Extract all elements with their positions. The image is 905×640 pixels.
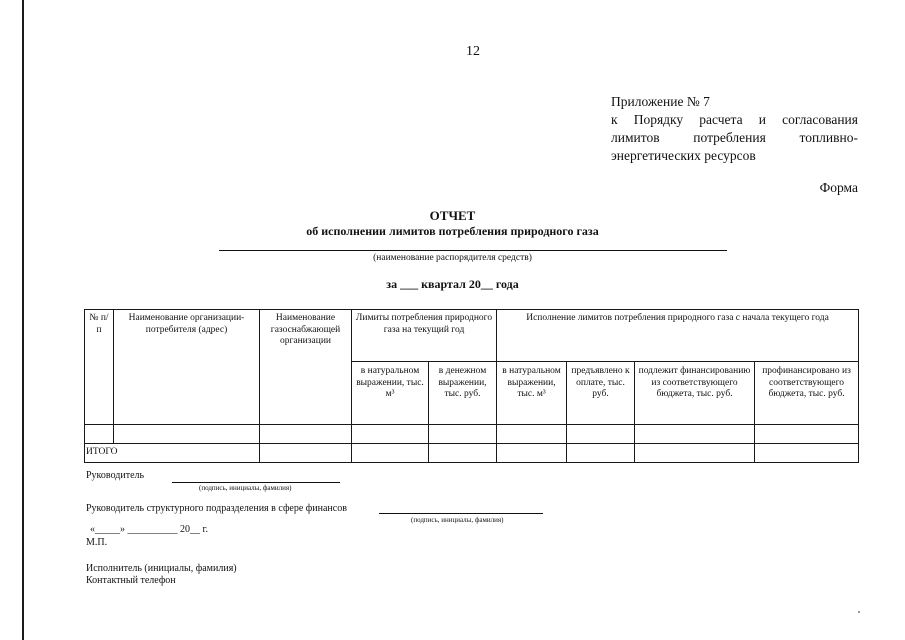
phone-label: Контактный телефон: [86, 575, 176, 586]
scan-speck: [858, 611, 860, 613]
subheader-exec-financed: профинансировано из соответствующего бюджета, тыс. руб.: [755, 362, 859, 425]
header-execution: Исполнение лимитов потребления природного газа с начала текущего года: [497, 310, 859, 362]
head-signature-line: [172, 482, 340, 483]
subheader-exec-to-finance: подлежит финансированию из соответствующего бюджета, тыс. руб.: [635, 362, 755, 425]
table-cell: [755, 425, 859, 444]
table-cell: [85, 425, 114, 444]
subheader-exec-natural: в натуральном выражении, тыс. м³: [497, 362, 567, 425]
table-row: [85, 425, 859, 444]
header-num: № п/п: [85, 310, 114, 425]
head-signature-label: Руководитель: [86, 470, 145, 481]
table-cell: [260, 444, 352, 463]
table-cell: [114, 425, 260, 444]
report-table: [84, 309, 859, 463]
total-label: ИТОГО: [85, 444, 260, 463]
table-cell: [635, 444, 755, 463]
table-cell: [567, 444, 635, 463]
table-cell: [497, 425, 567, 444]
page-number: 12: [466, 44, 480, 59]
finance-signature-caption: (подпись, инициалы, фамилия): [411, 516, 504, 524]
table-cell: [567, 425, 635, 444]
subheader-limits-natural: в натуральном выражении, тыс. м³: [352, 362, 429, 425]
appendix-block: [611, 93, 858, 165]
manager-name-line: [219, 250, 727, 251]
table-cell: [755, 444, 859, 463]
page-left-edge-line: [22, 0, 24, 640]
stamp-label: М.П.: [86, 537, 108, 548]
appendix-text: к Порядку расчета и согласования лимитов потребления топливно-энергетических ресурсов: [611, 112, 858, 163]
report-period: за ___ квартал 20__ года: [386, 277, 519, 291]
appendix-title: Приложение № 7: [611, 94, 710, 109]
form-label: Форма: [819, 180, 858, 195]
table-cell: [352, 444, 429, 463]
table-cell: [429, 444, 497, 463]
table-cell: [260, 425, 352, 444]
document-subtitle: об исполнении лимитов потребления природного газа: [306, 224, 599, 238]
table-cell: [497, 444, 567, 463]
total-row: [85, 444, 859, 463]
manager-name-caption: (наименование распорядителя средств): [373, 253, 532, 263]
header-limits: Лимиты потребления природного газа на текущий год: [352, 310, 497, 362]
signature-date: «_____» __________ 20__ г.: [90, 524, 208, 535]
table-cell: [635, 425, 755, 444]
document-title: ОТЧЕТ: [429, 208, 476, 223]
subheader-limits-money: в денежном выражении, тыс. руб.: [429, 362, 497, 425]
table-cell: [429, 425, 497, 444]
subheader-exec-billed: предъявлено к оплате, тыс. руб.: [567, 362, 635, 425]
finance-signature-label: Руководитель структурного подразделения в сфере финансов: [86, 503, 347, 514]
table-cell: [352, 425, 429, 444]
executor-label: Исполнитель (инициалы, фамилия): [86, 563, 237, 574]
head-signature-caption: (подпись, инициалы, фамилия): [199, 484, 292, 492]
header-supplier: Наименование газоснабжающей организации: [260, 310, 352, 425]
header-consumer: Наименование организации-потребителя (адрес): [114, 310, 260, 425]
finance-signature-line: [379, 513, 543, 514]
